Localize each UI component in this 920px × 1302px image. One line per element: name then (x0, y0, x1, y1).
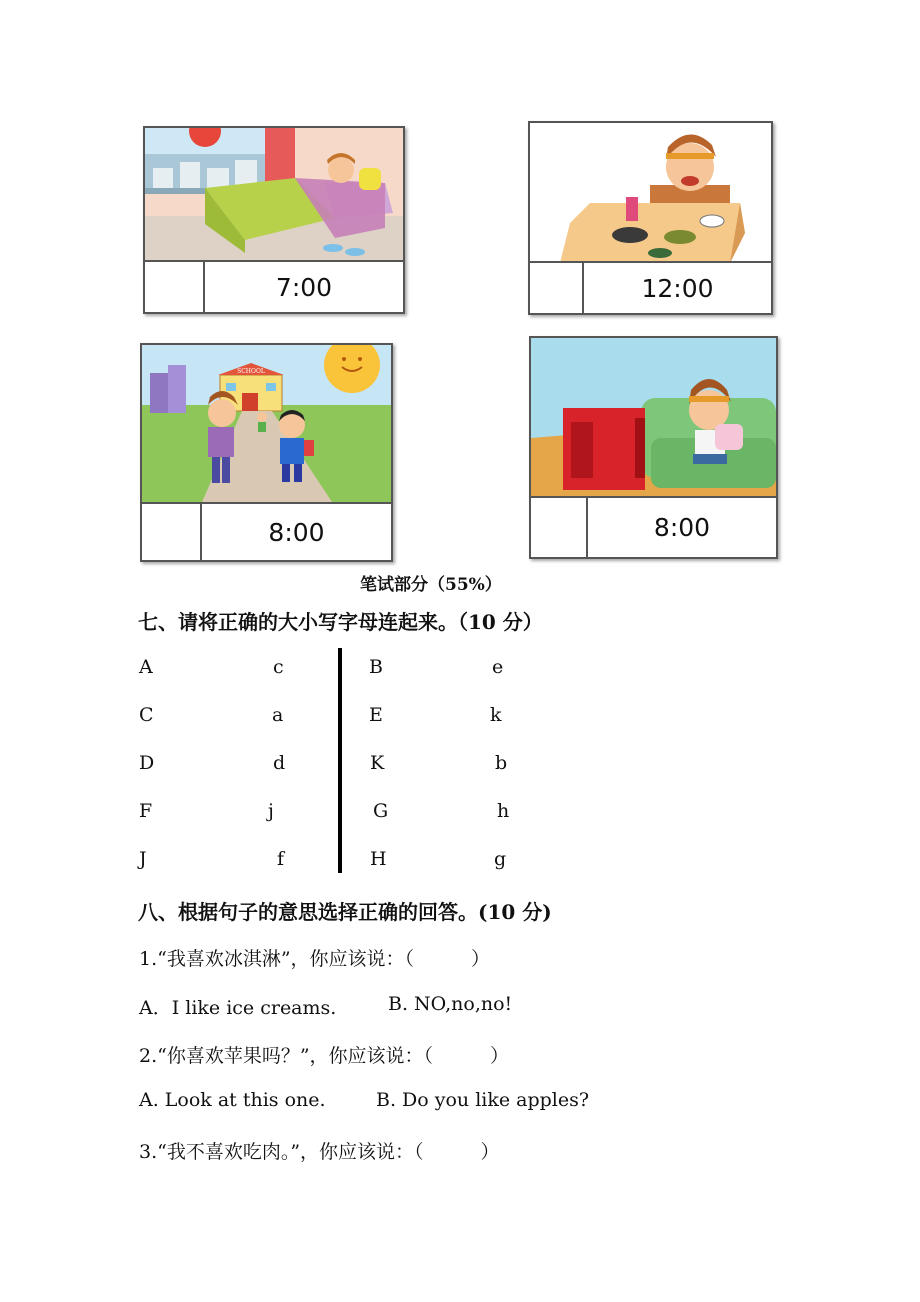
school-sign: SCHOOL (237, 368, 265, 375)
letter-lower: a (272, 704, 284, 726)
answer-box[interactable] (142, 504, 202, 560)
letter-lower: e (492, 656, 504, 678)
time-label: 12:00 (641, 273, 714, 303)
letter-upper: C (139, 704, 154, 726)
answer-box[interactable] (531, 498, 588, 557)
written-part-title: 笔试部分（55%） (360, 575, 502, 595)
letter-upper: D (139, 752, 155, 774)
letter-upper: B (369, 656, 383, 678)
time-label: 8:00 (653, 513, 711, 542)
question-3-prompt: 3.“我不喜欢吃肉。”，你应该说：（ ） (139, 1141, 500, 1163)
section-8-heading: 八、根据句子的意思选择正确的回答。(10 分) (138, 900, 552, 924)
boy-waking-up-in-bed-image (145, 128, 403, 262)
letter-lower: f (277, 848, 285, 870)
letter-upper: H (370, 848, 387, 870)
column-divider (338, 648, 342, 873)
answer-box[interactable] (530, 263, 584, 313)
picture-card-wake-up (143, 126, 405, 314)
letter-upper: F (139, 800, 153, 822)
letter-lower: g (494, 848, 507, 870)
letter-lower: b (495, 752, 508, 774)
question-2-option-a: A. Look at this one. (139, 1089, 326, 1111)
letter-lower: k (490, 704, 502, 726)
letter-upper: G (373, 800, 389, 822)
answer-box[interactable] (145, 262, 205, 312)
letter-upper: K (370, 752, 385, 774)
picture-card-lunch (528, 121, 773, 315)
boy-eating-lunch-image (530, 123, 771, 263)
question-1-prompt: 1.“我喜欢冰淇淋”，你应该说：（ ） (139, 948, 491, 970)
picture-card-go-to-school (140, 343, 393, 562)
letter-lower: h (497, 800, 510, 822)
letter-lower: c (273, 656, 284, 678)
letter-upper: J (139, 848, 147, 870)
question-2-prompt: 2.“你喜欢苹果吗？”，你应该说：（ ） (139, 1045, 510, 1067)
letter-lower: j (268, 800, 274, 822)
boy-watching-tv-image (531, 338, 776, 498)
letter-upper: A (139, 656, 153, 678)
boys-walking-to-school-image (142, 345, 391, 502)
section-7-heading: 七、请将正确的大小写字母连起来。（10 分） (138, 610, 543, 634)
letter-lower: d (273, 752, 286, 774)
letter-upper: E (369, 704, 383, 726)
question-2-option-b: B. Do you like apples? (376, 1089, 590, 1111)
time-label: 7:00 (275, 272, 333, 302)
question-1-option-b: B. NO,no,no! (388, 993, 513, 1015)
time-label: 8:00 (268, 517, 325, 547)
question-1-option-a: A．I like ice creams. (139, 997, 337, 1019)
picture-card-watch-tv (529, 336, 778, 559)
